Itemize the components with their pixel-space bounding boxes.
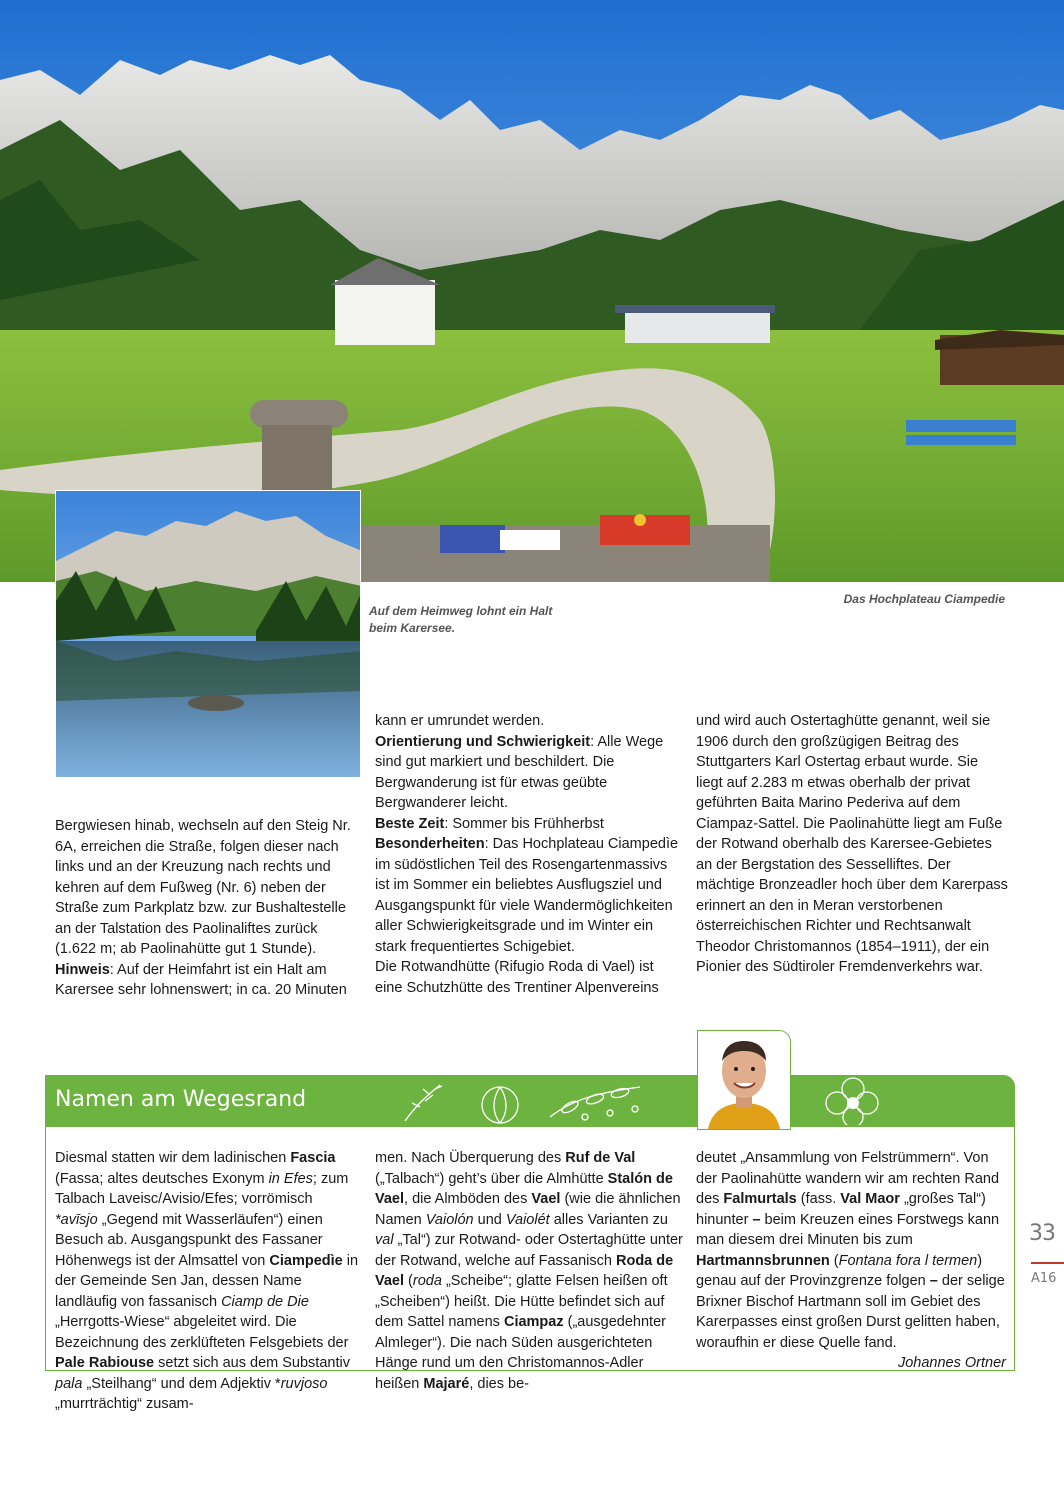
text: „Herrgotts-Wiese“ abgeleitet wird. Die Bezeichnung des zerklüfteten Felsgebiets der <box>55 1314 349 1351</box>
paragraph: Die Rotwandhütte (Rifugio Roda di Vael) ist eine Schutzhütte des Trentiner Alpenvereins <box>375 959 659 996</box>
paragraph <box>375 1148 683 1394</box>
article-column-3 <box>696 711 1008 978</box>
flower-icon <box>815 1077 895 1125</box>
name-term: Ciampedìe <box>269 1252 343 1269</box>
text: (wie die ähnlichen Namen <box>375 1191 681 1228</box>
text: „Scheibe“; glatte Felsen heißen oft „Scheiben“) heißt. Die Hütte befindet sich auf dem Sattel namens <box>375 1273 668 1330</box>
dash: – <box>752 1211 761 1228</box>
paragraph: Bergwiesen hinab, wechseln auf den Steig Nr. 6A, erreichen die Straße, folgen dieser nach links und an der Kreuzung nach rechts und kehren auf dem Fußweg (Nr. 6) neben der Straße zum Parkplatz bzw. zur Bushaltestelle an der Talstation des Paolinaliftes zurück (1.622 m; ab Paolinahütte gut 1 Stunde). <box>55 818 351 957</box>
text: „großes Tal“) hinunter <box>696 1191 986 1228</box>
text: beim Kreuzen eines Forstwegs kann man diesem drei Minuten bis zum <box>696 1211 1000 1248</box>
label-beste-zeit: Beste Zeit <box>375 815 445 832</box>
text: der selige Brixner Bischof Hartmann soll im Gebiet des Karerpasses einst großen Durst gelitten haben, woraufhin er diese Quelle fand. <box>696 1273 1005 1351</box>
text: ) genau auf der Provinzgrenze folgen <box>696 1252 983 1289</box>
label-besonderheiten: Besonderheiten <box>375 836 485 852</box>
text: , dies be- <box>469 1375 529 1392</box>
text: : Alle Wege sind gut markiert und beschildert. Die Bergwanderung ist für etwas geübte Bergwanderer leicht. <box>375 733 664 811</box>
text: (fass. <box>796 1191 841 1207</box>
italic-term: Vaiolón <box>425 1211 474 1228</box>
text: Diesmal statten wir dem ladinischen <box>55 1150 291 1166</box>
text: ; zum Talbach Laveisc/Avisio/Efes; vorrömisch <box>55 1170 349 1207</box>
text: : Sommer bis Frühherbst <box>444 815 604 832</box>
paragraph: und wird auch Ostertaghütte genannt, weil sie 1906 durch den großzügigen Beitrag des Stuttgarters Karl Ostertag erbaut wurde. Sie liegt auf 2.283 m etwas oberhalb der privat geführten Baita Marino Pederiva auf dem Ciampaz-Sattel. Die Paolinahütte liegt am Fuße der Rotwand oberhalb des Karersee-Gebietes an der Bergstation des Sesselliftes. Der mächtige Bronzeadler hoch über dem Karerpass erinnert an den in Meran verstorbenen österreichischen Richter und Rechtsanwalt Theodor Christomannos (1854–1911), der ein Pionier des Südtiroler Fremdenverkehrs war. <box>696 713 1008 975</box>
italic-term: roda <box>412 1273 442 1289</box>
text: : Das Hochplateau Ciampedìe im südöstlichen Teil des Rosengartenmassivs ist im Sommer ein beliebtes Ausflugsziel und Ausgangspunkt für viele Wandermöglichkeiten aller Schwierigkeitsgrade und im Winter ein stark frequentiertes Schigebiet. <box>375 836 679 955</box>
text: setzt sich aus dem Substantiv <box>154 1355 350 1371</box>
page-number-rule <box>1031 1262 1064 1264</box>
name-term: Fascia <box>290 1150 336 1166</box>
italic-term: in Efes <box>268 1170 313 1187</box>
author-portrait <box>697 1030 791 1130</box>
text: men. Nach Überquerung des <box>375 1150 566 1166</box>
floral-decoration-icon <box>400 1077 660 1125</box>
name-term: Stalón de Vael <box>375 1170 673 1207</box>
article-column-1 <box>55 816 361 1001</box>
italic-term: Ciamp de Die <box>221 1293 309 1310</box>
text: in der Gemeinde Sen Jan, dessen Name landläufig von fassanisch <box>55 1252 359 1310</box>
italic-term: ruvjoso <box>280 1375 328 1392</box>
name-term: Hartmannsbrunnen <box>696 1252 830 1269</box>
names-column-1 <box>55 1148 359 1415</box>
name-term: Ruf de Val <box>565 1150 636 1166</box>
text: („Talbach“) geht’s über die Almhütte <box>375 1170 608 1187</box>
paragraph <box>55 960 361 1001</box>
author-name: Johannes Ortner <box>897 1355 1006 1371</box>
paragraph <box>375 732 681 814</box>
text: , die Almböden des <box>404 1191 532 1207</box>
page-number: 33 <box>1029 1221 1055 1246</box>
italic-term: Vaiolét <box>505 1211 550 1228</box>
italic-term: *avīsjo <box>55 1211 98 1228</box>
names-column-3 <box>696 1148 1006 1374</box>
text: (Fassa; altes deutsches Exonym <box>55 1170 269 1187</box>
text: „Gegend mit Wasserläufen“) einen Besuch ab. Ausgangspunkt des Fassaner Höhenwegs ist der Almsattel von <box>55 1211 323 1269</box>
name-term: Roda de Vael <box>375 1252 674 1289</box>
paragraph: kann er umrundet werden. <box>375 713 545 729</box>
names-box-header <box>45 1075 1015 1127</box>
text: („ausgedehnter Almleger“). Die nach Süden ausgerichteten Hänge rund um den Christomannos-Adler heißen <box>375 1314 666 1392</box>
paragraph <box>55 1148 359 1415</box>
text: „Steilhang“ und dem Adjektiv * <box>82 1375 281 1392</box>
names-box-title: Namen am Wegesrand <box>55 1087 307 1112</box>
paragraph <box>375 834 681 957</box>
name-term: Pale Rabiouse <box>55 1355 155 1371</box>
text: ( <box>404 1273 413 1289</box>
paragraph <box>375 814 681 835</box>
paragraph <box>696 1148 1006 1353</box>
italic-term: Fontana fora l termen <box>838 1252 978 1269</box>
page-code: A16 <box>1031 1271 1057 1286</box>
label-hinweis: Hinweis <box>55 961 110 978</box>
article-column-2 <box>375 711 681 998</box>
text: : Auf der Heimfahrt ist ein Halt am Karersee sehr lohnenswert; in ca. 20 Minuten <box>55 961 347 998</box>
italic-term: pala <box>55 1375 83 1392</box>
dash: – <box>929 1273 938 1289</box>
hero-caption: Das Hochplateau Ciampedie <box>843 592 1005 606</box>
inset-photo-karersee <box>55 490 361 778</box>
text: ( <box>829 1252 839 1269</box>
name-term: Vael <box>531 1191 561 1207</box>
name-term: Falmurtals <box>723 1191 797 1207</box>
name-term: Ciampaz <box>503 1314 564 1330</box>
names-column-2 <box>375 1148 683 1394</box>
label-orientierung: Orientierung und Schwierigkeit <box>375 733 591 750</box>
italic-term: val <box>375 1232 394 1248</box>
name-term: Val Maor <box>840 1191 900 1207</box>
text: „murrträchtig“ zusam- <box>55 1396 194 1412</box>
text: und <box>473 1211 506 1228</box>
text: alles Varianten zu <box>549 1211 668 1228</box>
name-term: Majaré <box>423 1375 470 1392</box>
inset-caption: Auf dem Heimweg lohnt ein Halt beim Karersee. <box>369 604 553 635</box>
text: deutet „Ansammlung von Felstrümmern“. Von der Paolinahütte wandern wir am rechten Rand des <box>696 1150 1000 1207</box>
text: „Tal“) zur Rotwand- oder Ostertaghütte unter der Rotwand, welche auf Fassanisch <box>375 1232 683 1269</box>
